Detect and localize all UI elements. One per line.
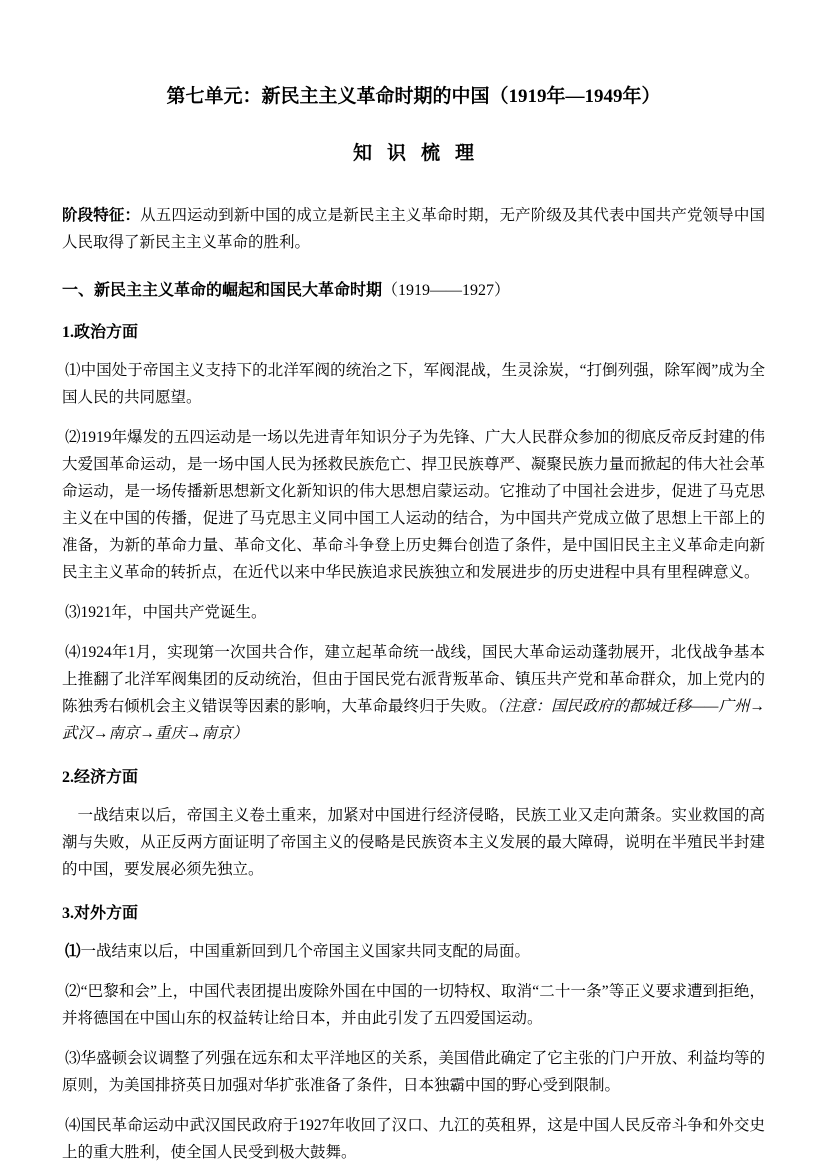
paragraph-stage-feature [62, 202, 765, 256]
politics-4-text: ⑷1924年1月，实现第一次国共合作，建立起革命统一战线，国民大革命运动蓬勃展开，北伐战争基本上推翻了北洋军阀集团的反动统治，但由于国民党右派背叛革命、镇压共产党和革命群众，加上党内的陈独秀右倾机会主义错误等因素的影响，大革命最终归于失败。 [62, 644, 765, 715]
sub-heading-politics: 1.政治方面 [62, 324, 139, 341]
paragraph-politics-4 [62, 639, 765, 747]
document-body [62, 202, 765, 1166]
paragraph-economy-1: 一战结束以后，帝国主义卷土重来，加紧对中国进行经济侵略，民族工业又走向萧条。实业救国的高潮与失败，从正反两方面证明了帝国主义的侵略是民族资本主义发展的最大障碍，说明在半殖民半封建的中国，要发展必须先独立。 [62, 807, 765, 878]
section-heading-year-range: （1919——1927） [382, 282, 511, 299]
page-subtitle: 知识梳理 [352, 143, 489, 164]
paragraph-foreign-2: ⑵“巴黎和会”上，中国代表团提出废除外国在中国的一切特权、取消“二十一条”等正义要求遭到拒绝，并将德国在中国山东的权益转让给日本，并由此引发了五四爱国运动。 [62, 983, 765, 1027]
paragraph-politics-2: ⑵1919年爆发的五四运动是一场以先进青年知识分子为先锋、广大人民群众参加的彻底反帝反封建的伟大爱国革命运动，是一场中国人民为拯救民族危亡、捍卫民族尊严、凝聚民族力量而掀起的伟大社会革命运动，是一场传播新思想新文化新知识的伟大思想启蒙运动。它推动了中国社会进步，促进了马克思主义在中国的传播，促进了马克思主义同中国工人运动的结合，为中国共产党成立做了思想上干部上的准备，为新的革命力量、革命文化、革命斗争登上历史舞台创造了条件，是中国旧民主主义革命走向新民主主义革命的转折点，在近代以来中华民族追求民族独立和发展进步的历史进程中具有里程碑意义。 [62, 429, 765, 581]
stage-feature-text: 从五四运动到新中国的成立是新民主主义革命时期，无产阶级及其代表中国共产党领导中国人民取得了新民主主义革命的胜利。 [62, 207, 765, 251]
paragraph-foreign-4: ⑷国民革命运动中武汉国民政府于1927年收回了汉口、九江的英租界，这是中国人民反帝斗争和外交史上的重大胜利，使全国人民受到极大鼓舞。 [62, 1117, 765, 1161]
politics-4-capital-note: （注意：国民政府的都城迁移——广州→武汉→南京→重庆→南京） [62, 698, 765, 742]
paragraph-foreign-1 [62, 938, 765, 965]
foreign-1-marker: ⑴ [65, 943, 81, 960]
foreign-1-text: 一战结束以后，中国重新回到几个帝国主义国家共同支配的局面。 [80, 943, 531, 960]
section-heading-bold-part: 一、新民主主义革命的崛起和国民大革命时期 [62, 282, 383, 299]
section-heading-unit-one [62, 280, 765, 302]
paragraph-foreign-3: ⑶华盛顿会议调整了列强在远东和太平洋地区的关系，美国借此确定了它主张的门户开放、利益均等的原则，为美国排挤英日加强对华扩张准备了条件，日本独霸中国的野心受到限制。 [62, 1050, 765, 1094]
sub-heading-economy: 2.经济方面 [62, 769, 139, 786]
page-title: 第七单元：新民主主义革命时期的中国（1919年—1949年） [166, 86, 661, 107]
paragraph-politics-3: ⑶1921年，中国共产党诞生。 [65, 604, 267, 621]
stage-feature-label: 阶段特征： [62, 207, 141, 224]
sub-heading-foreign-affairs: 3.对外方面 [62, 905, 139, 922]
paragraph-politics-1: ⑴中国处于帝国主义支持下的北洋军阀的统治之下，军阀混战，生灵涂炭，“打倒列强，除军阀”成为全国人民的共同愿望。 [62, 362, 765, 406]
